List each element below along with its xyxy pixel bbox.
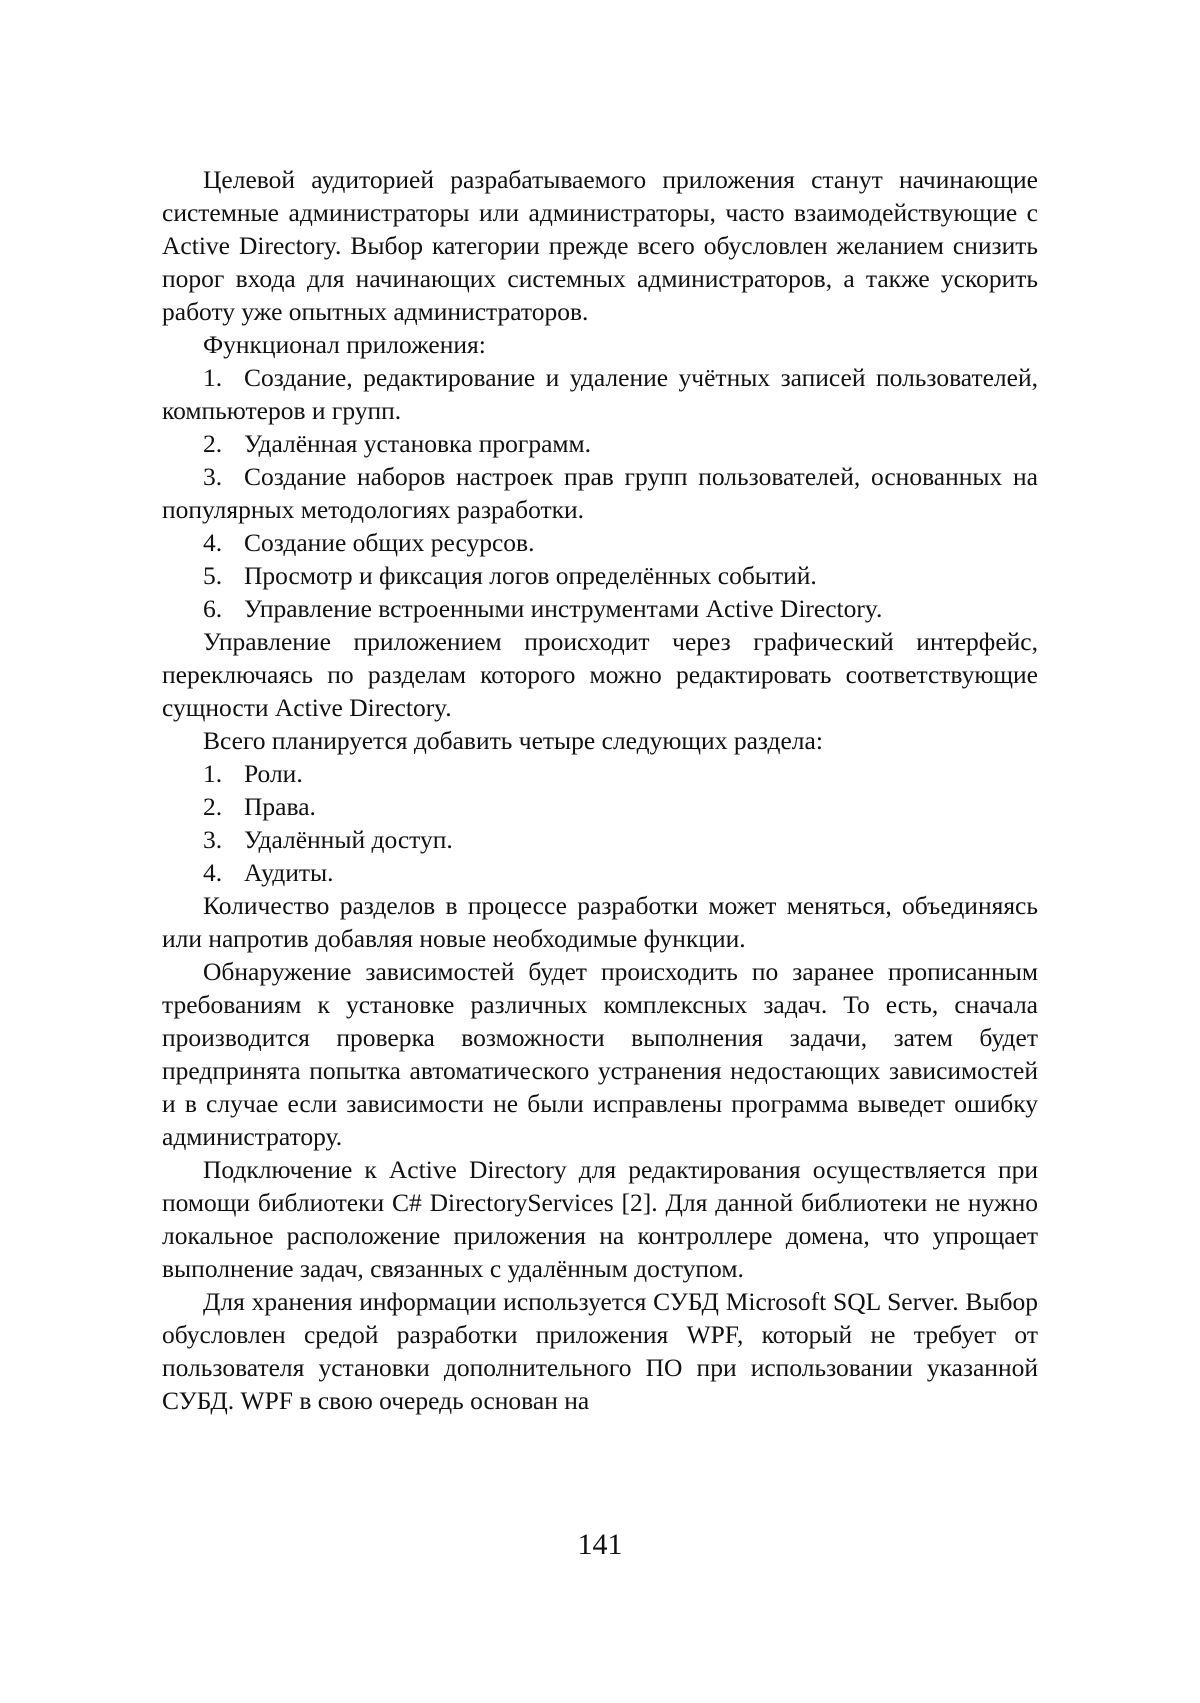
list-item-number: 2. bbox=[203, 790, 244, 823]
body-text bbox=[162, 163, 1038, 1417]
list-item-number: 1. bbox=[203, 757, 244, 790]
functional-list bbox=[162, 361, 1038, 625]
list-item-text: Удалённая установка программ. bbox=[244, 429, 591, 458]
list-item-text: Права. bbox=[244, 792, 316, 821]
list-item bbox=[162, 361, 1038, 427]
paragraph-dependencies: Обнаружение зависимостей будет происходить по заранее прописанным требованиям к установке различных комплексных задач. То есть, сначала производится проверка возможности выполнения задачи, затем будет предпринята попытка автоматического устранения недостающих зависимостей и в случае если зависимости не были исправлены программа выведет ошибку администратору. bbox=[162, 955, 1038, 1153]
list-item bbox=[162, 757, 1038, 790]
sections-list bbox=[162, 757, 1038, 889]
paragraph-sections-heading: Всего планируется добавить четыре следующих раздела: bbox=[162, 724, 1038, 757]
list-item-number: 3. bbox=[203, 823, 244, 856]
list-item-number: 5. bbox=[203, 559, 244, 592]
list-item bbox=[162, 526, 1038, 559]
list-item-number: 6. bbox=[203, 592, 244, 625]
list-item-number: 3. bbox=[203, 460, 244, 493]
paragraph-storage: Для хранения информации используется СУБД Microsoft SQL Server. Выбор обусловлен средой разработки приложения WPF, который не требует от пользователя установки дополнительного ПО при использовании указанной СУБД. WPF в свою очередь основан на bbox=[162, 1285, 1038, 1417]
list-item bbox=[162, 460, 1038, 526]
paragraph-ui-management: Управление приложением происходит через графический интерфейс, переключаясь по разделам которого можно редактировать соответствующие сущности Active Directory. bbox=[162, 625, 1038, 724]
list-item-text: Аудиты. bbox=[244, 858, 334, 887]
page-number: 141 bbox=[0, 1527, 1200, 1563]
list-item-text: Удалённый доступ. bbox=[244, 825, 453, 854]
list-item bbox=[162, 823, 1038, 856]
list-item bbox=[162, 559, 1038, 592]
list-item-number: 1. bbox=[203, 361, 244, 394]
paragraph-connection: Подключение к Active Directory для редактирования осуществляется при помощи библиотеки C# DirectoryServices [2]. Для данной библиотеки не нужно локальное расположение приложения на контроллере домена, что упрощает выполнение задач, связанных с удалённым доступом. bbox=[162, 1153, 1038, 1285]
paragraph-functional-heading: Функционал приложения: bbox=[162, 328, 1038, 361]
list-item-text: Управление встроенными инструментами Active Directory. bbox=[244, 594, 882, 623]
list-item-text: Создание, редактирование и удаление учётных записей пользователей, компьютеров и групп. bbox=[162, 363, 1038, 425]
list-item-text: Создание наборов настроек прав групп пользователей, основанных на популярных методологиях разработки. bbox=[162, 462, 1038, 524]
paragraph-sections-count: Количество разделов в процессе разработки может меняться, объединяясь или напротив добавляя новые необходимые функции. bbox=[162, 889, 1038, 955]
list-item-text: Просмотр и фиксация логов определённых событий. bbox=[244, 561, 817, 590]
list-item-number: 2. bbox=[203, 427, 244, 460]
list-item bbox=[162, 427, 1038, 460]
list-item bbox=[162, 856, 1038, 889]
list-item-text: Создание общих ресурсов. bbox=[244, 528, 534, 557]
list-item-text: Роли. bbox=[244, 759, 303, 788]
list-item-number: 4. bbox=[203, 526, 244, 559]
list-item bbox=[162, 790, 1038, 823]
document-page bbox=[0, 0, 1200, 1703]
paragraph-target-audience: Целевой аудиторией разрабатываемого приложения станут начинающие системные администраторы или администраторы, часто взаимодействующие с Active Directory. Выбор категории прежде всего обусловлен желанием снизить порог входа для начинающих системных администраторов, а также ускорить работу уже опытных администраторов. bbox=[162, 163, 1038, 328]
list-item-number: 4. bbox=[203, 856, 244, 889]
list-item bbox=[162, 592, 1038, 625]
